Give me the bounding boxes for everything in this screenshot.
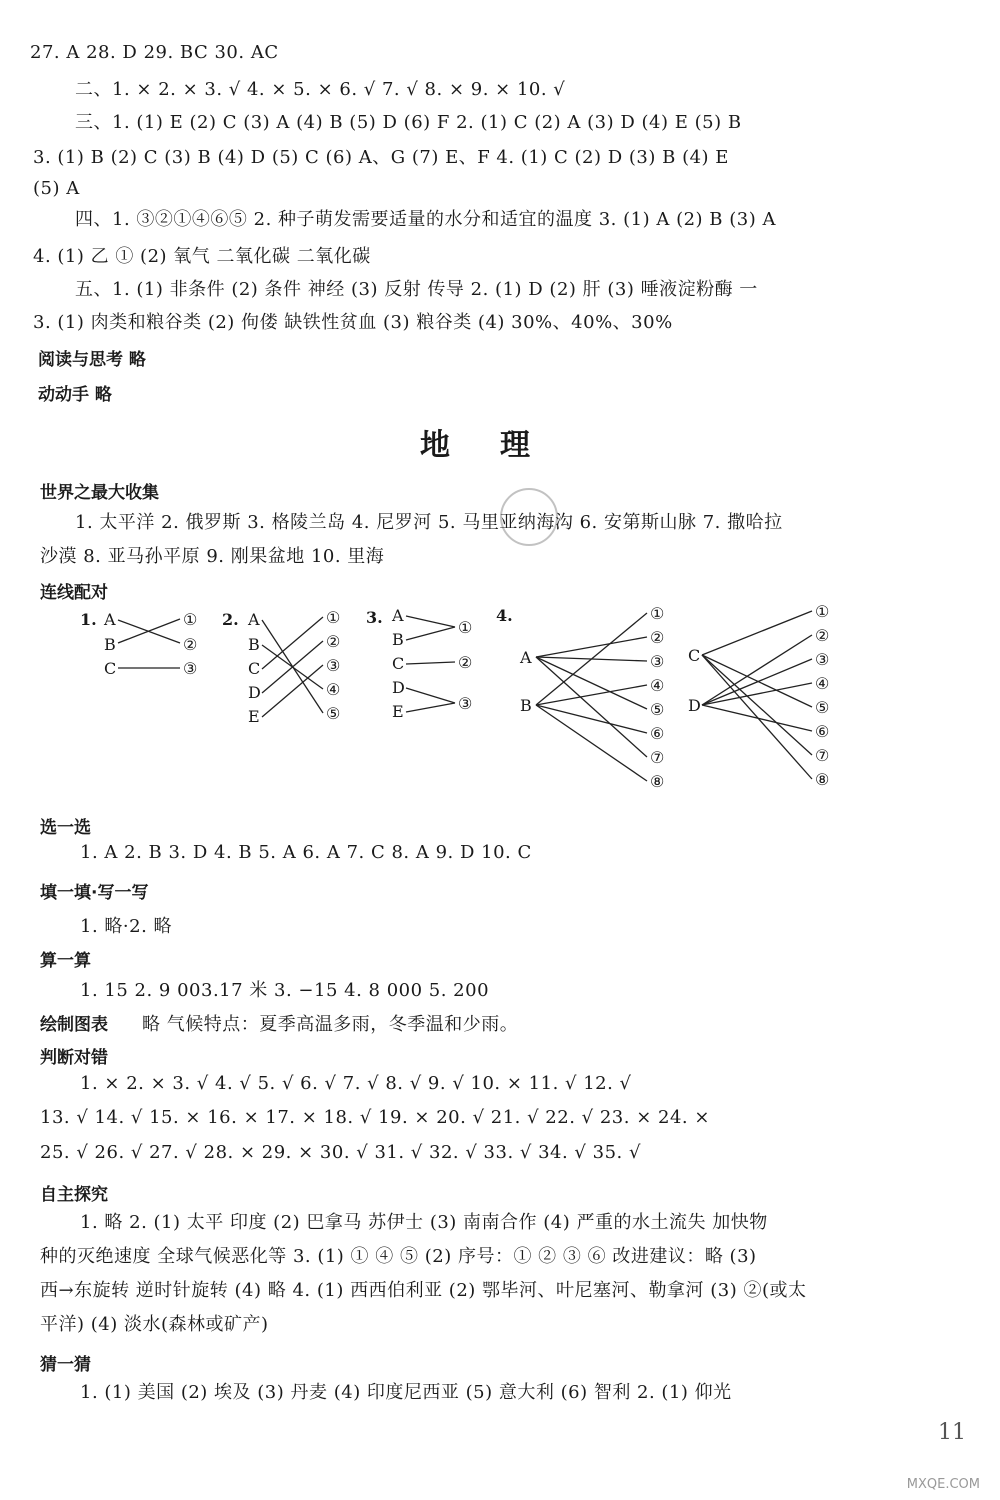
section-head-fill-write: 填一填·写一写 xyxy=(40,883,149,903)
bio-line-6: 四、1. ③②①④⑥⑤ 2. 种子萌发需要适量的水分和适宜的温度 3. (1) A (2) B (3) A xyxy=(75,209,776,230)
choose-line-1: 1. A 2. B 3. D 4. B 5. A 6. A 7. C 8. A 9. D 10. C xyxy=(80,842,532,863)
group-4-number: 4. xyxy=(496,606,513,625)
g3-line-c xyxy=(406,662,455,664)
true-false-line-2: 13. √ 14. √ 15. × 16. × 17. × 18. √ 19. × 20. √ 21. √ 22. √ 23. × 24. × xyxy=(40,1107,710,1128)
bio-line-7: 4. (1) 乙 ① (2) 氧气 二氧化碳 二氧化碳 xyxy=(33,246,371,267)
g5-left-d: D xyxy=(688,696,701,715)
g5-right-1: ① xyxy=(815,602,830,621)
world-records-line-2: 沙漠 8. 亚马孙平原 9. 刚果盆地 10. 里海 xyxy=(40,546,385,567)
page-number: 11 xyxy=(938,1420,966,1445)
section-title-geography: 地理 xyxy=(420,428,580,463)
section-head-guess: 猜一猜 xyxy=(40,1355,91,1375)
bio-handson-label: 动动手 略 xyxy=(38,385,112,405)
section-head-world-records: 世界之最大收集 xyxy=(40,483,159,503)
explore-line-1: 1. 略 2. (1) 太平 印度 (2) 巴拿马 苏伊士 (3) 南南合作 (4) 严重的水土流失 加快物 xyxy=(80,1212,768,1233)
g3-right-1: ① xyxy=(458,618,473,637)
g5-right-2: ② xyxy=(815,626,830,645)
g5-right-3: ③ xyxy=(815,650,830,669)
g2-line-5 xyxy=(262,665,323,717)
g2-left-d: D xyxy=(248,683,261,702)
g3-left-e: E xyxy=(392,702,404,721)
section-head-explore: 自主探究 xyxy=(40,1185,108,1205)
g3-line-e xyxy=(406,703,455,712)
bio-line-2: 二、1. × 2. × 3. √ 4. × 5. × 6. √ 7. √ 8. × 9. × 10. √ xyxy=(75,79,566,100)
g4-right-3: ③ xyxy=(650,652,665,671)
draw-chart-line-1: 略 气候特点：夏季高温多雨，冬季温和少雨。 xyxy=(142,1014,519,1035)
g5-right-8: ⑧ xyxy=(815,770,830,789)
g3-left-a: A xyxy=(392,606,404,625)
g2-right-4: ④ xyxy=(326,680,341,699)
g5-right-4: ④ xyxy=(815,674,830,693)
explore-line-4: 平洋) (4) 淡水(森林或矿产) xyxy=(40,1314,269,1335)
matching-diagrams xyxy=(0,595,1000,805)
g2-left-a: A xyxy=(248,610,260,629)
bio-line-1: 27. A 28. D 29. BC 30. AC xyxy=(30,42,279,63)
world-records-line-1: 1. 太平洋 2. 俄罗斯 3. 格陵兰岛 4. 尼罗河 5. 马里亚纳海沟 6. 安第斯山脉 7. 撒哈拉 xyxy=(75,512,783,533)
matching-group-5 xyxy=(688,602,829,789)
g2-left-c: C xyxy=(248,659,261,678)
g1-right-1: ① xyxy=(183,610,198,629)
g2-right-2: ② xyxy=(326,632,341,651)
g4-right-6: ⑥ xyxy=(650,724,665,743)
g5-left-c: C xyxy=(688,646,701,665)
g4-right-8: ⑧ xyxy=(650,772,665,791)
matching-group-4 xyxy=(496,604,664,791)
bio-line-8: 五、1. (1) 非条件 (2) 条件 神经 (3) 反射 传导 2. (1) D (2) 肝 (3) 唾液淀粉酶 一 xyxy=(75,279,758,300)
g1-left-b: B xyxy=(104,635,116,654)
g3-left-d: D xyxy=(392,678,405,697)
true-false-line-1: 1. × 2. × 3. √ 4. √ 5. √ 6. √ 7. √ 8. √ 9. √ 10. × 11. √ 12. √ xyxy=(80,1073,632,1094)
bio-reading-label: 阅读与思考 略 xyxy=(38,350,146,370)
g2-line-4 xyxy=(262,641,323,693)
matching-group-2 xyxy=(222,608,340,726)
g5-right-7: ⑦ xyxy=(815,746,830,765)
g3-left-b: B xyxy=(392,630,404,649)
g1-right-2: ② xyxy=(183,635,198,654)
g4-left-a: A xyxy=(520,648,532,667)
matching-group-3 xyxy=(366,606,472,721)
g3-line-b xyxy=(406,627,455,640)
g2-right-3: ③ xyxy=(326,656,341,675)
g1-right-3: ③ xyxy=(183,659,198,678)
g5-right-5: ⑤ xyxy=(815,698,830,717)
group-3-number: 3. xyxy=(366,608,383,627)
fill-write-line-1: 1. 略·2. 略 xyxy=(80,916,173,937)
g4-right-7: ⑦ xyxy=(650,748,665,767)
g2-right-1: ① xyxy=(326,608,341,627)
g5-lines xyxy=(702,611,812,779)
g3-left-c: C xyxy=(392,654,405,673)
bio-line-4: 3. (1) B (2) C (3) B (4) D (5) C (6) A、G (7) E、F 4. (1) C (2) D (3) B (4) E xyxy=(33,147,729,168)
g3-line-a xyxy=(406,616,455,627)
g4-right-5: ⑤ xyxy=(650,700,665,719)
section-head-choose: 选一选 xyxy=(40,818,91,838)
g3-right-3: ③ xyxy=(458,694,473,713)
group-1-number: 1. xyxy=(80,610,97,629)
bio-line-9: 3. (1) 肉类和粮谷类 (2) 佝偻 缺铁性贫血 (3) 粮谷类 (4) 30%、40%、30% xyxy=(33,312,673,333)
bio-line-3: 三、1. (1) E (2) C (3) A (4) B (5) D (6) F 2. (1) C (2) A (3) D (4) E (5) B xyxy=(75,112,742,133)
group-2-number: 2. xyxy=(222,610,239,629)
g4-right-4: ④ xyxy=(650,676,665,695)
section-head-matching: 连线配对 xyxy=(40,583,108,603)
g3-right-2: ② xyxy=(458,653,473,672)
g2-right-5: ⑤ xyxy=(326,704,341,723)
section-head-calculate: 算一算 xyxy=(40,951,91,971)
section-head-draw-chart: 绘制图表 xyxy=(40,1015,108,1035)
explore-line-2: 种的灭绝速度 全球气候恶化等 3. (1) ① ④ ⑤ (2) 序号：① ② ③ ⑥ 改进建议：略 (3) xyxy=(40,1246,757,1267)
g4-right-1: ① xyxy=(650,604,665,623)
footer-watermark: MXQE.COM xyxy=(906,1477,980,1492)
calculate-line-1: 1. 15 2. 9 003.17 米 3. −15 4. 8 000 5. 200 xyxy=(80,980,490,1001)
g4-lines xyxy=(536,613,647,781)
true-false-line-3: 25. √ 26. √ 27. √ 28. × 29. × 30. √ 31. √ 32. √ 33. √ 34. √ 35. √ xyxy=(40,1142,641,1163)
section-head-true-false: 判断对错 xyxy=(40,1048,108,1068)
g5-right-6: ⑥ xyxy=(815,722,830,741)
explore-line-3: 西→东旋转 逆时针旋转 (4) 略 4. (1) 西西伯利亚 (2) 鄂毕河、叶尼塞河、勒拿河 (3) ②(或太 xyxy=(40,1280,807,1301)
g1-left-a: A xyxy=(104,610,116,629)
g2-line-3 xyxy=(262,617,323,669)
g1-left-c: C xyxy=(104,659,117,678)
bio-line-5: (5) A xyxy=(33,178,80,199)
guess-line-1: 1. (1) 美国 (2) 埃及 (3) 丹麦 (4) 印度尼西亚 (5) 意大利 (6) 智利 2. (1) 仰光 xyxy=(80,1382,732,1403)
g4-right-2: ② xyxy=(650,628,665,647)
matching-group-1 xyxy=(80,610,197,678)
g3-line-d xyxy=(406,688,455,703)
g2-left-b: B xyxy=(248,635,260,654)
g2-left-e: E xyxy=(248,707,260,726)
g4-left-b: B xyxy=(520,696,532,715)
